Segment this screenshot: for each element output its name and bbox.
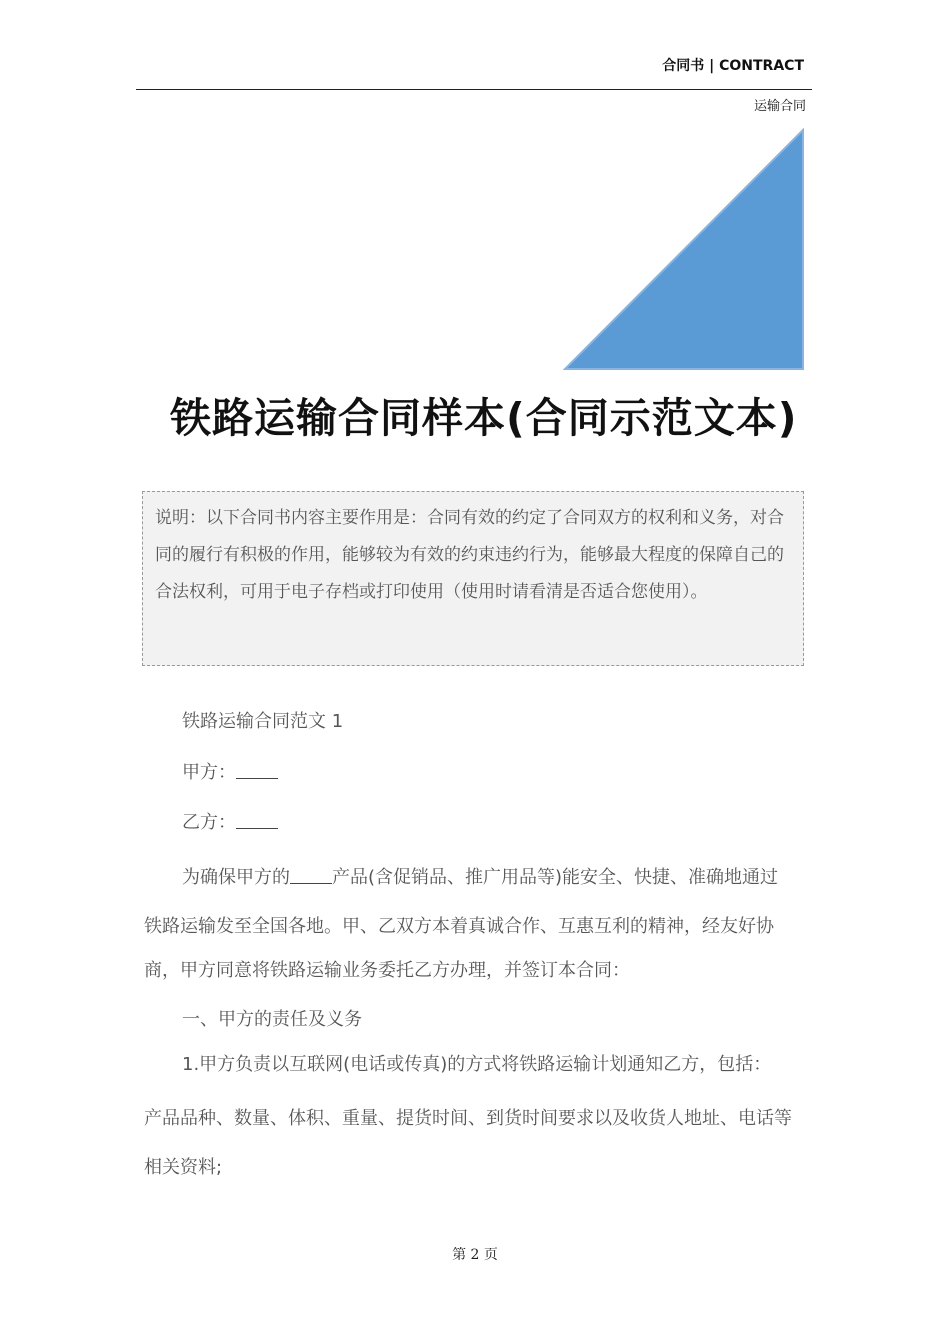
- header-divider: [136, 89, 812, 90]
- party-a-label: 甲方：: [182, 762, 236, 783]
- intro-line-2: 铁路运输发至全国各地。甲、乙双方本着真诚合作、互惠互利的精神，经友好协: [144, 916, 774, 937]
- intro-line-1: [144, 863, 834, 889]
- party-b-label: 乙方：: [182, 812, 236, 833]
- note-text: 说明：以下合同书内容主要作用是：合同有效的约定了合同双方的权利和义务，对合同的履行有积极的作用，能够较为有效的约束违约行为，能够最大程度的保障自己的合法权利，可用于电子存档或打印使用（使用时请看清是否适合您使用）。: [155, 508, 784, 602]
- clause-heading: 一、甲方的责任及义务: [182, 1009, 362, 1030]
- party-b-line: [144, 808, 834, 834]
- document-title: 铁路运输合同样本(合同示范文本): [170, 394, 798, 442]
- party-a-blank: [236, 762, 278, 779]
- section-title: 铁路运输合同范文 1: [182, 711, 344, 732]
- product-blank: [290, 867, 332, 884]
- intro-part-1: 为确保甲方的: [182, 867, 290, 888]
- intro-line-3: 商，甲方同意将铁路运输业务委托乙方办理，并签订本合同：: [144, 960, 630, 981]
- clause-1-line-3: 相关资料;: [144, 1157, 223, 1178]
- decorative-triangle: [563, 128, 805, 371]
- header-brand: 合同书 | CONTRACT: [662, 58, 804, 74]
- party-a-line: [144, 758, 834, 784]
- page-number: 第 2 页: [452, 1247, 498, 1263]
- triangle-shape: [565, 130, 803, 369]
- intro-part-2: 产品(含促销品、推广用品等)能安全、快捷、准确地通过: [332, 867, 779, 888]
- clause-1-line-1: 1.甲方负责以互联网(电话或传真)的方式将铁路运输计划通知乙方，包括：: [182, 1054, 772, 1075]
- header-subtitle: 运输合同: [753, 99, 806, 114]
- note-box: [142, 491, 804, 666]
- party-b-blank: [236, 812, 278, 829]
- clause-1-line-2: 产品品种、数量、体积、重量、提货时间、到货时间要求以及收货人地址、电话等: [144, 1108, 792, 1129]
